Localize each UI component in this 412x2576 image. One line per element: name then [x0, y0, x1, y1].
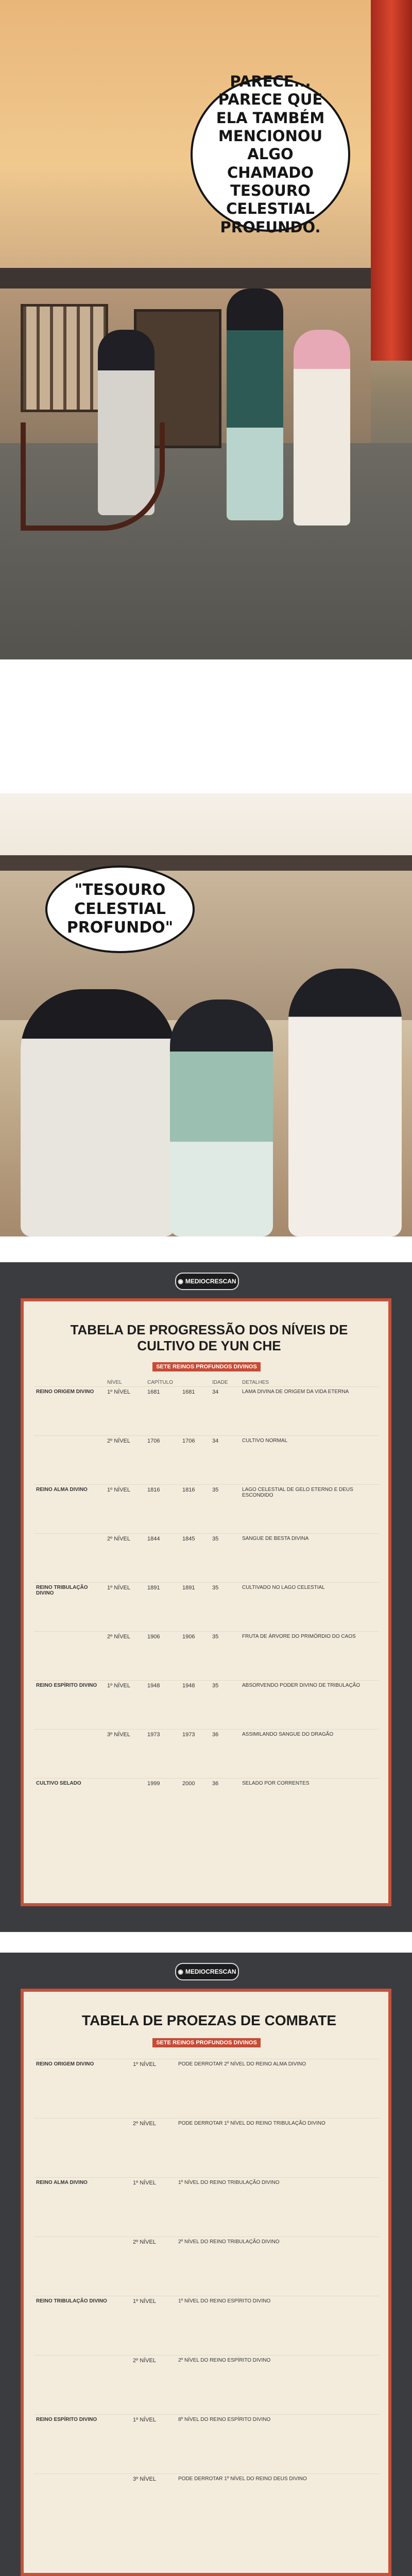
- chapter-cell: 1706: [145, 1436, 180, 1485]
- feat-cell: 1º NÍVEL DO REINO TRIBULAÇÃO DIVINO: [176, 2178, 379, 2237]
- combat-table: [34, 2059, 379, 2533]
- table-row: [34, 2119, 379, 2178]
- table-row: [34, 1730, 379, 1778]
- realm-cell: REINO ORIGEM DIVINO: [34, 2059, 131, 2119]
- detail-cell: LAMA DIVINA DE ORIGEM DA VIDA ETERNA: [240, 1387, 379, 1436]
- logo-icon: ◉: [178, 1278, 183, 1285]
- feat-cell: 1º NÍVEL DO REINO ESPÍRITO DIVINO: [176, 2296, 379, 2355]
- detail-cell: SELADO POR CORRENTES: [240, 1778, 379, 1827]
- card-subtitle: SETE REINOS PROFUNDOS DIVINOS: [152, 2038, 261, 2047]
- level-cell: 2º NÍVEL: [105, 1436, 145, 1485]
- header-cell: IDADE: [212, 1380, 228, 1385]
- level-cell: 1º NÍVEL: [131, 2178, 176, 2237]
- table-row: [34, 2237, 379, 2296]
- detail-cell: LAGO CELESTIAL DE GELO ETERNO E DEUS ESCONDIDO: [240, 1485, 379, 1534]
- chair-frame: [21, 422, 165, 531]
- detail-cell: CULTIVO NORMAL: [240, 1436, 379, 1485]
- combat-card: [21, 1989, 391, 2576]
- age-cell: 34: [210, 1387, 240, 1436]
- feat-cell: PODE DERROTAR 1º NÍVEL DO REINO TRIBULAÇÃO DIVINO: [176, 2119, 379, 2178]
- table-row: [34, 1632, 379, 1681]
- chapter-cell: 1816: [145, 1485, 180, 1534]
- table-row: [34, 1583, 379, 1632]
- table-row: [34, 2178, 379, 2237]
- realm-cell: [34, 2237, 131, 2296]
- pillar: [371, 0, 412, 361]
- chapter-cell: 1816: [180, 1485, 210, 1534]
- age-cell: 35: [210, 1583, 240, 1632]
- chapter-cell: 1706: [180, 1436, 210, 1485]
- realm-cell: REINO TRIBULAÇÃO DIVINO: [34, 2296, 131, 2355]
- chapter-cell: 1891: [145, 1583, 180, 1632]
- feat-cell: 2º NÍVEL DO REINO TRIBULAÇÃO DIVINO: [176, 2237, 379, 2296]
- realm-cell: [34, 1632, 105, 1681]
- detail-cell: SANGUE DE BESTA DIVINA: [240, 1534, 379, 1583]
- table-row: [34, 1387, 379, 1436]
- chapter-cell: 1845: [180, 1534, 210, 1583]
- level-cell: 3º NÍVEL: [131, 2474, 176, 2533]
- speech-bubble: PARECE... PARECE QUE ELA TAMBÉM MENCIONOU ALGO CHAMADO TESOURO CELESTIAL PROFUNDO.: [191, 77, 350, 232]
- realm-cell: REINO ALMA DIVINO: [34, 2178, 131, 2237]
- detail-cell: ASSIMILANDO SANGUE DO DRAGÃO: [240, 1730, 379, 1778]
- roof-eaves: [0, 268, 371, 289]
- table-row: [34, 2296, 379, 2355]
- realm-cell: REINO ESPÍRITO DIVINO: [34, 2415, 131, 2474]
- chapter-cell: 1681: [180, 1387, 210, 1436]
- feat-cell: PODE DERROTAR 1º NÍVEL DO REINO DEUS DIVINO: [176, 2474, 379, 2533]
- character-right: [294, 330, 350, 526]
- chapter-cell: 1973: [180, 1730, 210, 1778]
- level-cell: 2º NÍVEL: [131, 2237, 176, 2296]
- realm-cell: [34, 2119, 131, 2178]
- info-sheet-cultivation: [0, 1262, 412, 1932]
- cultivation-card: [21, 1298, 391, 1906]
- age-cell: 36: [210, 1778, 240, 1827]
- realm-cell: [34, 1436, 105, 1485]
- character-woman: [288, 969, 402, 1236]
- detail-cell: ABSORVENDO PODER DIVINO DE TRIBULAÇÃO: [240, 1681, 379, 1730]
- level-cell: 1º NÍVEL: [131, 2059, 176, 2119]
- table-row: [34, 1485, 379, 1534]
- level-cell: 2º NÍVEL: [131, 2355, 176, 2415]
- speech-bubble-2: "TESOURO CELESTIAL PROFUNDO": [45, 866, 195, 953]
- feat-cell: 8º NÍVEL DO REINO ESPÍRITO DIVINO: [176, 2415, 379, 2474]
- chapter-cell: 1948: [145, 1681, 180, 1730]
- info-sheet-combat: [0, 1953, 412, 2576]
- chapter-cell: 1906: [180, 1632, 210, 1681]
- level-cell: 1º NÍVEL: [105, 1681, 145, 1730]
- age-cell: 35: [210, 1485, 240, 1534]
- realm-cell: REINO TRIBULAÇÃO DIVINO: [34, 1583, 105, 1632]
- chapter-cell: 2000: [180, 1778, 210, 1827]
- table-row: [34, 1681, 379, 1730]
- scanlation-badge: ◉ MEDIOCRESCAN: [175, 1963, 239, 1980]
- level-cell: 1º NÍVEL: [105, 1387, 145, 1436]
- window-lattice: [21, 304, 108, 412]
- level-cell: 1º NÍVEL: [131, 2296, 176, 2355]
- level-cell: 3º NÍVEL: [105, 1730, 145, 1778]
- realm-cell: REINO ORIGEM DIVINO: [34, 1387, 105, 1436]
- level-cell: 2º NÍVEL: [105, 1534, 145, 1583]
- header-cell: CAPÍTULO: [147, 1380, 174, 1385]
- table-row: [34, 1534, 379, 1583]
- comic-panel-1: [0, 0, 412, 659]
- age-cell: 36: [210, 1730, 240, 1778]
- card-title: TABELA DE PROGRESSÃO DOS NÍVEIS DE CULTIVO DE YUN CHE: [70, 1322, 348, 1354]
- header-cell: DETALHES: [242, 1380, 269, 1385]
- detail-cell: CULTIVADO NO LAGO CELESTIAL: [240, 1583, 379, 1632]
- character-middle: [227, 289, 283, 520]
- chapter-cell: 1681: [145, 1387, 180, 1436]
- header-cell: [180, 1379, 210, 1387]
- chapter-cell: 1891: [180, 1583, 210, 1632]
- realm-cell: REINO ESPÍRITO DIVINO: [34, 1681, 105, 1730]
- table-row: [34, 2355, 379, 2415]
- feat-cell: 2º NÍVEL DO REINO ESPÍRITO DIVINO: [176, 2355, 379, 2415]
- age-cell: 35: [210, 1632, 240, 1681]
- cultivation-table: [34, 1379, 379, 1827]
- level-cell: 1º NÍVEL: [131, 2415, 176, 2474]
- age-cell: 34: [210, 1436, 240, 1485]
- chapter-cell: 1844: [145, 1534, 180, 1583]
- scanlation-badge: ◉ MEDIOCRESCAN: [175, 1273, 239, 1290]
- card-subtitle: SETE REINOS PROFUNDOS DIVINOS: [152, 1362, 261, 1371]
- realm-cell: CULTIVO SELADO: [34, 1778, 105, 1827]
- header-cell: NÍVEL: [107, 1380, 122, 1385]
- roof-eaves-2: [0, 855, 412, 871]
- realm-cell: [34, 2355, 131, 2415]
- character-man: [21, 989, 175, 1236]
- table-row: [34, 2059, 379, 2119]
- level-cell: 1º NÍVEL: [105, 1583, 145, 1632]
- card-title: TABELA DE PROEZAS DE COMBATE: [81, 2012, 337, 2028]
- level-cell: 2º NÍVEL: [105, 1632, 145, 1681]
- realm-cell: [34, 1534, 105, 1583]
- age-cell: 35: [210, 1534, 240, 1583]
- chapter-cell: 1973: [145, 1730, 180, 1778]
- level-cell: 2º NÍVEL: [131, 2119, 176, 2178]
- chapter-cell: 1906: [145, 1632, 180, 1681]
- detail-cell: FRUTA DE ÁRVORE DO PRIMÓRDIO DO CAOS: [240, 1632, 379, 1681]
- table-row: [34, 2415, 379, 2474]
- logo-icon: ◉: [178, 1968, 183, 1975]
- chapter-cell: 1948: [180, 1681, 210, 1730]
- table-row: [34, 2474, 379, 2533]
- realm-cell: REINO ALMA DIVINO: [34, 1485, 105, 1534]
- feat-cell: PODE DERROTAR 2º NÍVEL DO REINO ALMA DIVINO: [176, 2059, 379, 2119]
- header-cell: [34, 1379, 105, 1387]
- character-girl: [170, 999, 273, 1236]
- level-cell: 1º NÍVEL: [105, 1485, 145, 1534]
- comic-panel-2: [0, 793, 412, 1236]
- realm-cell: [34, 1730, 105, 1778]
- table-row: [34, 1778, 379, 1827]
- age-cell: 35: [210, 1681, 240, 1730]
- table-row: [34, 1436, 379, 1485]
- realm-cell: [34, 2474, 131, 2533]
- chapter-cell: 1999: [145, 1778, 180, 1827]
- table-header: [34, 1379, 379, 1387]
- level-cell: [105, 1778, 145, 1827]
